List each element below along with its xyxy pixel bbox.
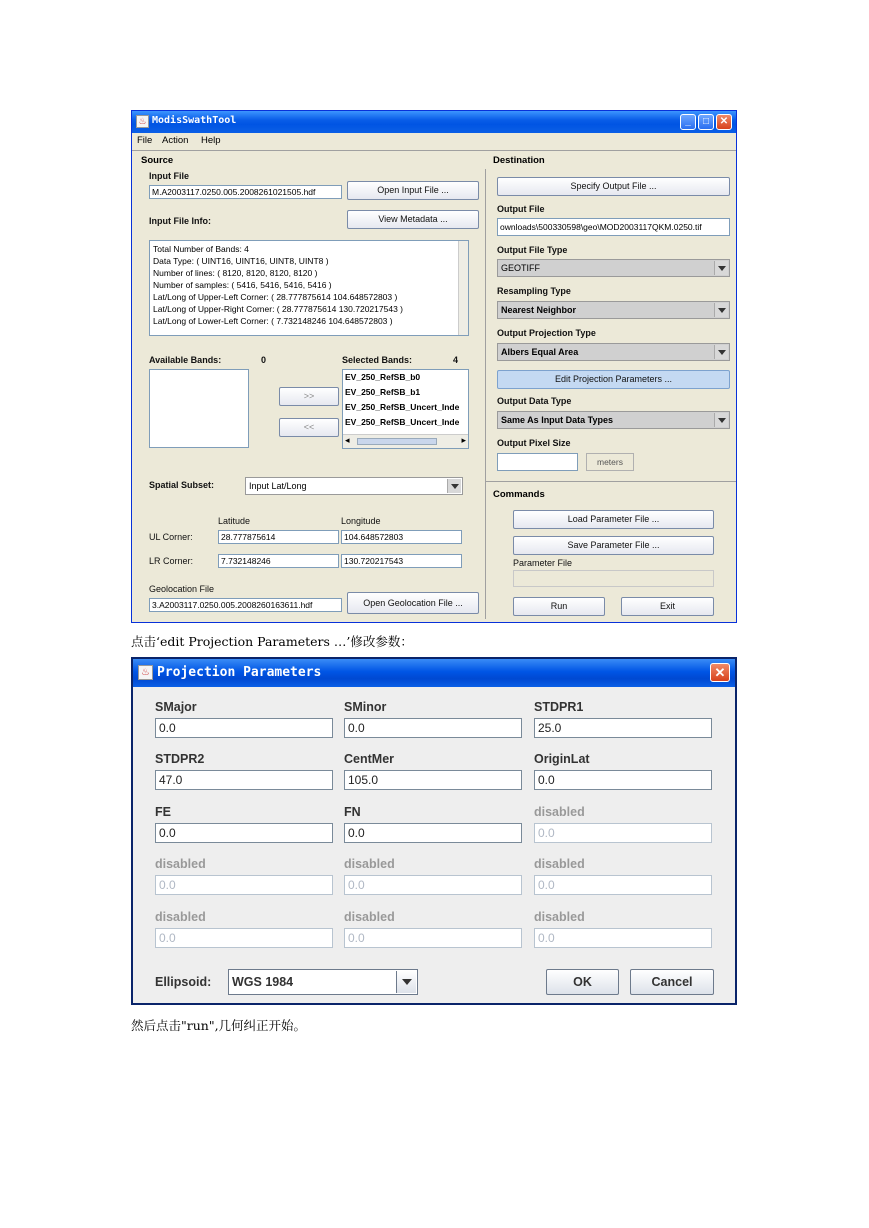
info-line: Number of lines: ( 8120, 8120, 8120, 8120 ): [153, 268, 318, 278]
title-bar: [132, 111, 736, 133]
menu-bar: [132, 133, 736, 148]
load-parameter-file-button[interactable]: Load Parameter File ...: [513, 510, 714, 529]
disabled-field: 0.0: [344, 875, 522, 895]
scroll-left-icon[interactable]: ◂: [345, 435, 350, 445]
geolocation-file-field[interactable]: 3.A2003117.0250.005.2008260163611.hdf: [149, 598, 342, 612]
title-bar: [133, 659, 735, 687]
add-band-button[interactable]: >>: [279, 387, 339, 406]
param-label-smajor: SMajor: [155, 700, 197, 714]
modis-swath-tool-window: [131, 110, 737, 623]
lr-longitude-field[interactable]: 130.720217543: [341, 554, 462, 568]
param-label-disabled: disabled: [534, 805, 585, 819]
info-line: Lat/Long of Lower-Left Corner: ( 7.732148246 104.648572803 ): [153, 316, 393, 326]
output-data-type-select[interactable]: [497, 411, 730, 429]
menu-divider: [132, 150, 736, 151]
caption-run: 然后点击"run",几何纠正开始。: [131, 1018, 307, 1033]
param-label-sminor: SMinor: [344, 700, 387, 714]
commands-divider: [486, 481, 736, 482]
param-label-disabled: disabled: [344, 910, 395, 924]
param-label-disabled: disabled: [534, 857, 585, 871]
resampling-type-label: Resampling Type: [497, 286, 571, 296]
parameter-file-label: Parameter File: [513, 558, 573, 568]
selected-bands-label: Selected Bands:: [342, 355, 413, 365]
menu-help[interactable]: Help: [201, 135, 221, 146]
output-data-type-value: Same As Input Data Types: [501, 415, 614, 425]
fn-field[interactable]: 0.0: [344, 823, 522, 843]
param-label-centmer: CentMer: [344, 752, 395, 766]
info-line: Lat/Long of Upper-Right Corner: ( 28.777875614 130.720217543 ): [153, 304, 403, 314]
destination-header: Destination: [493, 155, 545, 166]
geolocation-file-label: Geolocation File: [149, 584, 215, 594]
java-app-icon: ♨: [136, 115, 149, 128]
chevron-down-icon[interactable]: [714, 413, 728, 427]
lr-latitude-field[interactable]: 7.732148246: [218, 554, 339, 568]
disabled-field: 0.0: [344, 928, 522, 948]
param-label-fe: FE: [155, 805, 171, 819]
param-label-fn: FN: [344, 805, 361, 819]
param-label-originlat: OriginLat: [534, 752, 590, 766]
panel-divider: [485, 169, 486, 619]
remove-band-button[interactable]: <<: [279, 418, 339, 437]
scroll-right-icon[interactable]: ▸: [461, 435, 466, 445]
output-file-type-select[interactable]: [497, 259, 730, 277]
originlat-field[interactable]: 0.0: [534, 770, 712, 790]
output-projection-type-select[interactable]: [497, 343, 730, 361]
menu-action[interactable]: Action: [162, 135, 189, 146]
smajor-field[interactable]: 0.0: [155, 718, 333, 738]
ul-corner-label: UL Corner:: [149, 532, 193, 542]
lr-corner-label: LR Corner:: [149, 556, 194, 566]
disabled-field: 0.0: [155, 875, 333, 895]
chevron-down-icon[interactable]: [396, 971, 416, 993]
resampling-type-value: Nearest Neighbor: [501, 305, 577, 315]
java-app-icon: ♨: [138, 665, 153, 680]
input-file-info-box[interactable]: [149, 240, 469, 336]
ellipsoid-label: Ellipsoid:: [155, 975, 212, 989]
exit-button[interactable]: Exit: [621, 597, 714, 616]
open-input-file-button[interactable]: Open Input File ...: [347, 181, 479, 200]
caption-edit-projection: 点击‘edit Projection Parameters …’修改参数：: [131, 634, 413, 649]
chevron-down-icon[interactable]: [447, 479, 461, 493]
param-label-stdpr2: STDPR2: [155, 752, 205, 766]
stdpr1-field[interactable]: 25.0: [534, 718, 712, 738]
selected-bands-list[interactable]: [342, 369, 469, 449]
pixel-unit-label: meters: [586, 453, 634, 471]
source-header: Source: [141, 155, 174, 166]
list-item[interactable]: EV_250_RefSB_Uncert_Inde: [345, 417, 460, 427]
fe-field[interactable]: 0.0: [155, 823, 333, 843]
input-file-info-text: [153, 243, 403, 327]
latitude-label: Latitude: [218, 516, 251, 526]
available-bands-list[interactable]: [149, 369, 249, 448]
spatial-subset-value: Input Lat/Long: [249, 481, 307, 491]
list-item[interactable]: EV_250_RefSB_b0: [345, 372, 421, 382]
info-line: Data Type: ( UINT16, UINT16, UINT8, UINT8 ): [153, 256, 329, 266]
dialog-title: Projection Parameters: [157, 665, 322, 680]
input-file-label: Input File: [149, 171, 189, 181]
chevron-down-icon[interactable]: [714, 261, 728, 275]
output-pixel-size-field[interactable]: [497, 453, 578, 471]
disabled-field: 0.0: [534, 875, 712, 895]
info-scrollbar[interactable]: [458, 241, 468, 335]
output-file-type-label: Output File Type: [497, 245, 568, 255]
open-geolocation-file-button[interactable]: Open Geolocation File ...: [347, 592, 479, 614]
ellipsoid-select[interactable]: [228, 969, 418, 995]
bands-horizontal-scrollbar[interactable]: [343, 434, 468, 448]
ellipsoid-value: WGS 1984: [232, 975, 294, 989]
resampling-type-select[interactable]: [497, 301, 730, 319]
info-line: Number of samples: ( 5416, 5416, 5416, 5416 ): [153, 280, 332, 290]
maximize-button[interactable]: □: [698, 114, 714, 130]
available-bands-count: 0: [261, 355, 267, 365]
stdpr2-field[interactable]: 47.0: [155, 770, 333, 790]
ok-button[interactable]: OK: [546, 969, 619, 995]
ul-latitude-field[interactable]: 28.777875614: [218, 530, 339, 544]
chevron-down-icon[interactable]: [714, 345, 728, 359]
available-bands-label: Available Bands:: [149, 355, 222, 365]
output-file-label: Output File: [497, 204, 545, 214]
chevron-down-icon[interactable]: [714, 303, 728, 317]
disabled-field: 0.0: [534, 823, 712, 843]
disabled-field: 0.0: [534, 928, 712, 948]
input-file-field[interactable]: M.A2003117.0250.005.2008261021505.hdf: [149, 185, 342, 199]
longitude-label: Longitude: [341, 516, 381, 526]
minimize-button[interactable]: _: [680, 114, 696, 130]
output-projection-type-label: Output Projection Type: [497, 328, 596, 338]
spatial-subset-label: Spatial Subset:: [149, 480, 215, 490]
param-label-disabled: disabled: [155, 910, 206, 924]
close-button[interactable]: ✕: [710, 663, 730, 682]
param-label-disabled: disabled: [534, 910, 585, 924]
output-file-field[interactable]: ownloads\500330598\geo\MOD2003117QKM.0250.tif: [497, 218, 730, 236]
input-file-info-label: Input File Info:: [149, 216, 211, 226]
save-parameter-file-button[interactable]: Save Parameter File ...: [513, 536, 714, 555]
output-pixel-size-label: Output Pixel Size: [497, 438, 571, 448]
view-metadata-button[interactable]: View Metadata ...: [347, 210, 479, 229]
sminor-field[interactable]: 0.0: [344, 718, 522, 738]
list-item[interactable]: EV_250_RefSB_b1: [345, 387, 421, 397]
param-label-stdpr1: STDPR1: [534, 700, 584, 714]
selected-bands-count: 4: [453, 355, 459, 365]
centmer-field[interactable]: 105.0: [344, 770, 522, 790]
info-line: Total Number of Bands: 4: [153, 244, 249, 254]
output-data-type-label: Output Data Type: [497, 396, 572, 406]
commands-header: Commands: [493, 489, 545, 500]
spatial-subset-select[interactable]: [245, 477, 463, 495]
disabled-field: 0.0: [155, 928, 333, 948]
cancel-button[interactable]: Cancel: [630, 969, 714, 995]
param-label-disabled: disabled: [155, 857, 206, 871]
parameter-file-field: [513, 570, 714, 587]
info-line: Lat/Long of Upper-Left Corner: ( 28.777875614 104.648572803 ): [153, 292, 398, 302]
output-file-type-value: GEOTIFF: [501, 263, 540, 273]
run-button[interactable]: Run: [513, 597, 605, 616]
window-title: ModisSwathTool: [152, 115, 237, 126]
menu-file[interactable]: File: [137, 135, 153, 146]
close-button[interactable]: ✕: [716, 114, 732, 130]
scroll-thumb[interactable]: [357, 438, 437, 445]
ul-longitude-field[interactable]: 104.648572803: [341, 530, 462, 544]
edit-projection-parameters-button[interactable]: Edit Projection Parameters ...: [497, 370, 730, 389]
list-item[interactable]: EV_250_RefSB_Uncert_Inde: [345, 402, 460, 412]
param-label-disabled: disabled: [344, 857, 395, 871]
projection-parameters-dialog: [131, 657, 737, 1005]
specify-output-file-button[interactable]: Specify Output File ...: [497, 177, 730, 196]
output-projection-type-value: Albers Equal Area: [501, 347, 579, 357]
